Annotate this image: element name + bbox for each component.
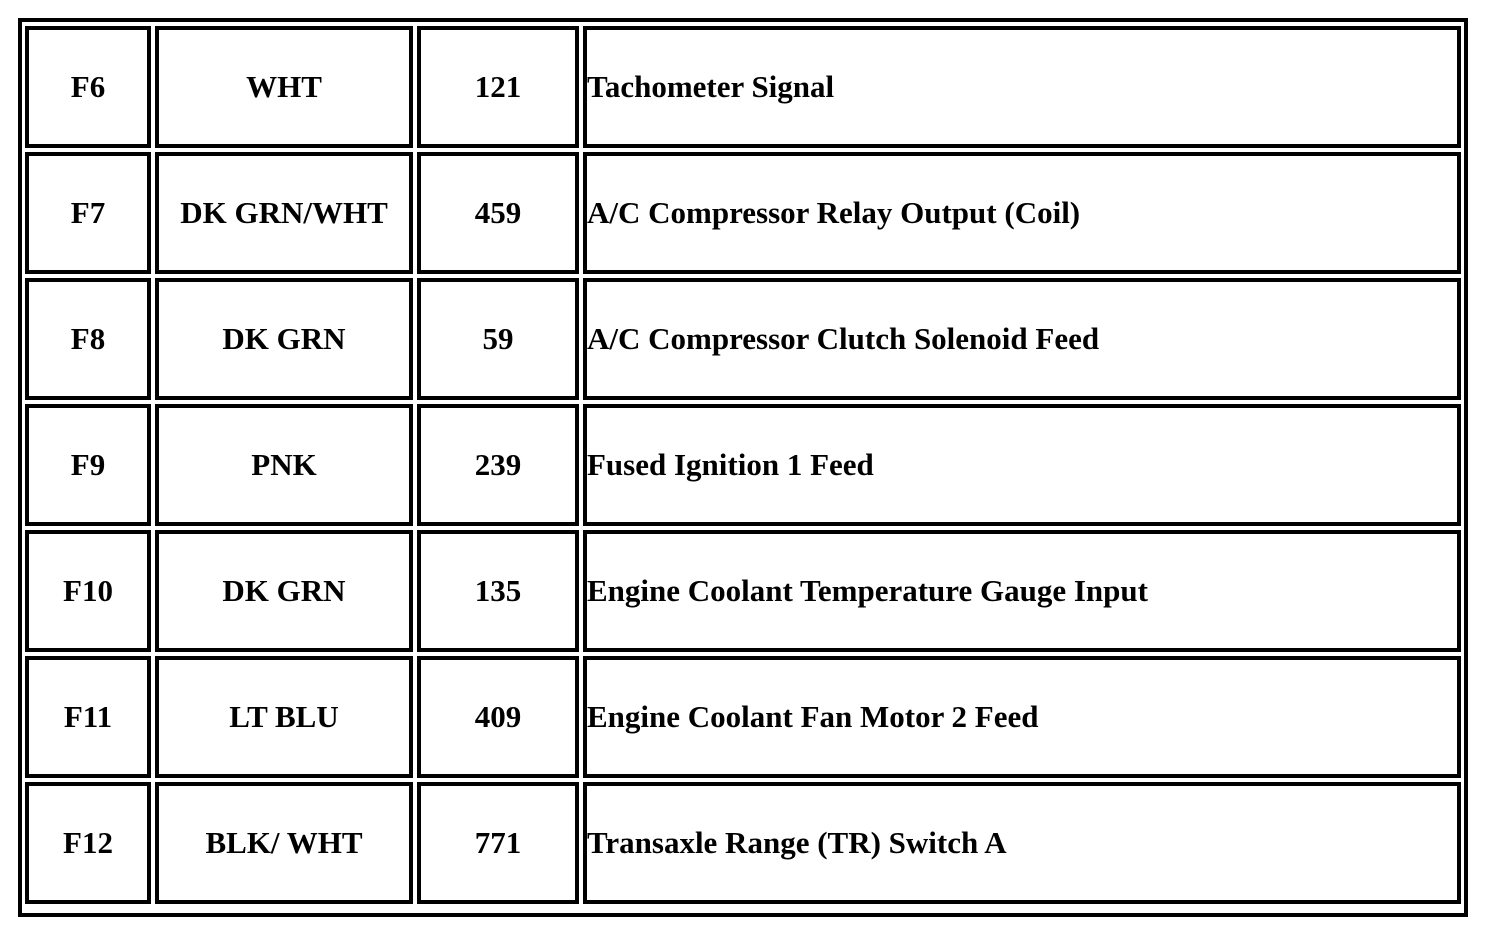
table-row <box>25 404 1461 526</box>
circuit-cell: 771 <box>417 782 579 904</box>
function-cell: Transaxle Range (TR) Switch A <box>583 782 1461 904</box>
wire-color-cell: LT BLU <box>155 656 413 778</box>
connector-pinout-table <box>18 18 1468 917</box>
table-row <box>25 530 1461 652</box>
function-cell: Tachometer Signal <box>583 26 1461 148</box>
pin-cell: F9 <box>25 404 151 526</box>
wire-color-cell: BLK/ WHT <box>155 782 413 904</box>
table-row <box>25 656 1461 778</box>
wire-color-cell: DK GRN <box>155 530 413 652</box>
function-cell: A/C Compressor Relay Output (Coil) <box>583 152 1461 274</box>
pin-cell: F8 <box>25 278 151 400</box>
function-cell: Engine Coolant Temperature Gauge Input <box>583 530 1461 652</box>
circuit-cell: 121 <box>417 26 579 148</box>
circuit-cell: 239 <box>417 404 579 526</box>
circuit-cell: 459 <box>417 152 579 274</box>
function-cell: Fused Ignition 1 Feed <box>583 404 1461 526</box>
function-cell: A/C Compressor Clutch Solenoid Feed <box>583 278 1461 400</box>
wire-color-cell: DK GRN <box>155 278 413 400</box>
pin-cell: F6 <box>25 26 151 148</box>
pin-cell: F12 <box>25 782 151 904</box>
table-row <box>25 152 1461 274</box>
circuit-cell: 59 <box>417 278 579 400</box>
wire-color-cell: WHT <box>155 26 413 148</box>
table-row <box>25 278 1461 400</box>
table-row <box>25 782 1461 904</box>
wire-color-cell: PNK <box>155 404 413 526</box>
pin-cell: F11 <box>25 656 151 778</box>
function-cell: Engine Coolant Fan Motor 2 Feed <box>583 656 1461 778</box>
circuit-cell: 409 <box>417 656 579 778</box>
wire-color-cell: DK GRN/WHT <box>155 152 413 274</box>
pin-cell: F10 <box>25 530 151 652</box>
table-row <box>25 26 1461 148</box>
circuit-cell: 135 <box>417 530 579 652</box>
pinout-grid <box>21 22 1465 908</box>
pin-cell: F7 <box>25 152 151 274</box>
